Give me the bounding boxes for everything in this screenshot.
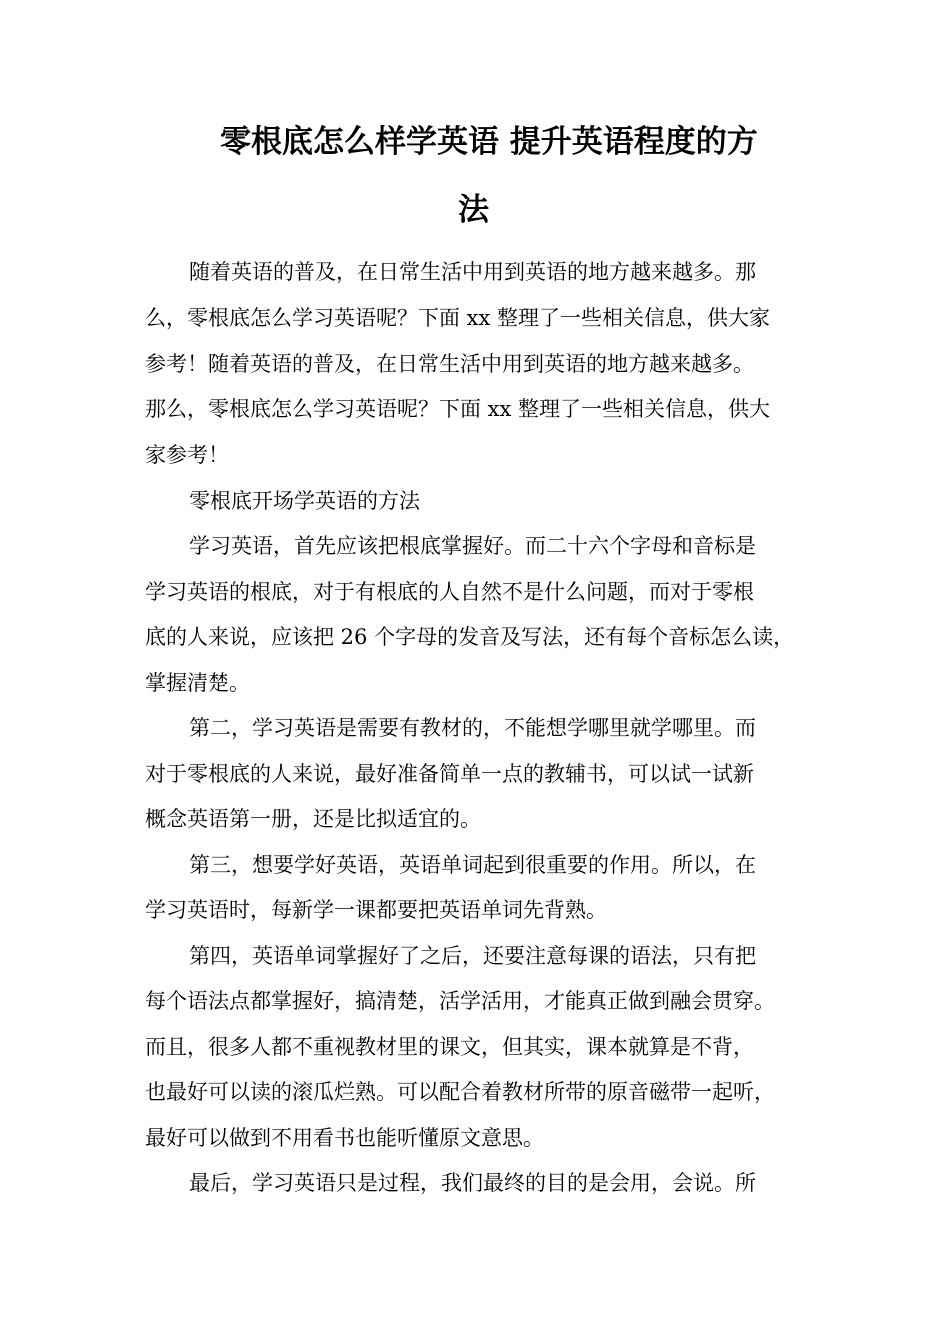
- paragraph-line: 每个语法点都掌握好，搞清楚，活学活用，才能真正做到融会贯穿。: [145, 989, 775, 1013]
- paragraph-line: 对于零根底的人来说，最好准备简单一点的教辅书，可以试一试新: [145, 762, 754, 786]
- paragraph-line: 学习英语，首先应该把根底掌握好。而二十六个字母和音标是: [189, 534, 756, 558]
- paragraph-line: 那么，零根底怎么学习英语呢？下面 xx 整理了一些相关信息，供大: [145, 397, 771, 421]
- paragraph-line: 第三，想要学好英语，英语单词起到很重要的作用。所以，在: [189, 853, 756, 877]
- paragraph-line: 掌握清楚。: [145, 671, 250, 695]
- paragraph-line: 随着英语的普及，在日常生活中用到英语的地方越来越多。那: [189, 260, 756, 284]
- paragraph-line: 家参考！: [145, 443, 229, 467]
- paragraph-line: 底的人来说，应该把 26 个字母的发音及写法，还有每个音标怎么读，: [145, 625, 795, 649]
- paragraph-line: 第二，学习英语是需要有教材的，不能想学哪里就学哪里。而: [189, 716, 756, 740]
- paragraph-line: 学习英语时，每新学一课都要把英语单词先背熟。: [145, 898, 607, 922]
- document-title-line-1: 零根底怎么样学英语 提升英语程度的方: [220, 124, 758, 160]
- paragraph-line: 第四，英语单词掌握好了之后，还要注意每课的语法，只有把: [189, 944, 756, 968]
- section-heading: 零根底开场学英语的方法: [189, 489, 420, 513]
- paragraph-line: 么，零根底怎么学习英语呢？下面 xx 整理了一些相关信息，供大家: [145, 306, 771, 330]
- paragraph-line: 参考！随着英语的普及，在日常生活中用到英语的地方越来越多。: [145, 352, 754, 376]
- paragraph-line: 而且，很多人都不重视教材里的课文，但其实，课本就算是不背，: [145, 1035, 754, 1059]
- paragraph-line: 概念英语第一册，还是比拟适宜的。: [145, 807, 481, 831]
- paragraph-line: 也最好可以读的滚瓜烂熟。可以配合着教材所带的原音磁带一起听，: [145, 1080, 775, 1104]
- paragraph-line: 最后，学习英语只是过程，我们最终的目的是会用，会说。所: [189, 1171, 756, 1195]
- paragraph-line: 最好可以做到不用看书也能听懂原文意思。: [145, 1126, 544, 1150]
- paragraph-line: 学习英语的根底，对于有根底的人自然不是什么问题，而对于零根: [145, 580, 754, 604]
- document-title-line-2: 法: [458, 192, 489, 228]
